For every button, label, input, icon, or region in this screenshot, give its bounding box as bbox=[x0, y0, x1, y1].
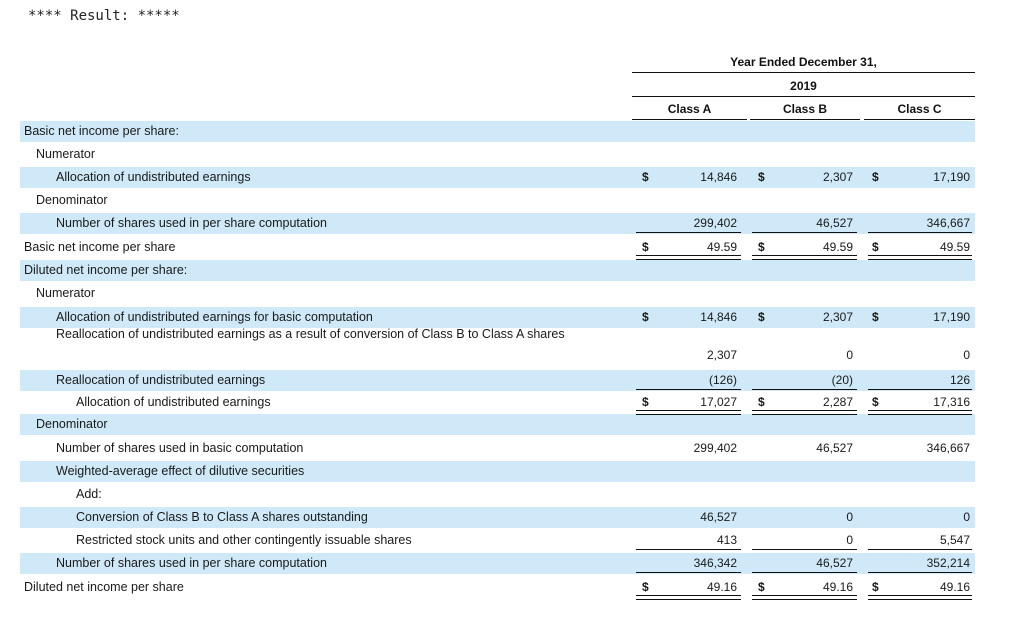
total-double-underline bbox=[636, 410, 741, 415]
table-row bbox=[20, 507, 975, 528]
cell-value-class-a: 2,307 bbox=[706, 348, 737, 362]
row-label: Weighted-average effect of dilutive securities bbox=[56, 464, 305, 478]
row-label: Number of shares used in per share computation bbox=[56, 216, 327, 230]
total-double-underline bbox=[868, 410, 972, 415]
currency-symbol: $ bbox=[872, 170, 879, 184]
row-label: Reallocation of undistributed earnings bbox=[56, 373, 266, 387]
subtotal-underline bbox=[752, 549, 857, 550]
total-double-underline bbox=[752, 255, 857, 260]
cell-value-class-b: 0 bbox=[846, 533, 853, 547]
row-label: Number of shares used in per share computation bbox=[56, 556, 327, 570]
cell-value-class-a: 14,846 bbox=[700, 310, 737, 324]
currency-symbol: $ bbox=[872, 580, 879, 594]
cell-value-class-c: 346,667 bbox=[926, 441, 970, 455]
total-double-underline bbox=[868, 255, 972, 260]
row-label: Allocation of undistributed earnings for basic computation bbox=[56, 310, 373, 324]
column-header-rule-a bbox=[632, 119, 747, 120]
subtotal-underline bbox=[868, 549, 972, 550]
currency-symbol: $ bbox=[758, 170, 765, 184]
cell-value-class-a: 299,402 bbox=[693, 216, 737, 230]
table-row bbox=[20, 307, 975, 328]
subtotal-underline bbox=[868, 572, 972, 573]
row-label: Basic net income per share bbox=[24, 240, 176, 254]
cell-value-class-b: 46,527 bbox=[816, 216, 853, 230]
total-double-underline bbox=[868, 595, 972, 600]
cell-value-class-c: 352,214 bbox=[926, 556, 970, 570]
currency-symbol: $ bbox=[758, 395, 765, 409]
total-double-underline bbox=[636, 595, 741, 600]
result-heading: **** Result: ***** bbox=[28, 8, 180, 24]
row-label: Allocation of undistributed earnings bbox=[76, 395, 271, 409]
cell-value-class-c: 17,316 bbox=[933, 395, 970, 409]
currency-symbol: $ bbox=[872, 240, 879, 254]
total-double-underline bbox=[636, 255, 741, 260]
subtotal-underline bbox=[636, 572, 741, 573]
row-label: Diluted net income per share bbox=[24, 580, 184, 594]
row-label: Conversion of Class B to Class A shares outstanding bbox=[76, 510, 368, 524]
cell-value-class-a: 413 bbox=[716, 533, 737, 547]
subtotal-underline bbox=[752, 389, 857, 390]
currency-symbol: $ bbox=[642, 395, 649, 409]
row-label: Numerator bbox=[36, 147, 96, 161]
table-row bbox=[20, 438, 975, 459]
table-row bbox=[20, 414, 975, 435]
cell-value-class-a: 49.59 bbox=[706, 240, 737, 254]
table-row bbox=[20, 121, 975, 142]
table-row bbox=[20, 144, 975, 165]
table-row bbox=[20, 327, 975, 366]
cell-value-class-b: 2,307 bbox=[822, 170, 853, 184]
row-label: Allocation of undistributed earnings bbox=[56, 170, 251, 184]
cell-value-class-a: (126) bbox=[708, 373, 737, 387]
cell-value-class-b: 46,527 bbox=[816, 556, 853, 570]
table-row bbox=[20, 213, 975, 234]
cell-value-class-b: 0 bbox=[846, 510, 853, 524]
cell-value-class-a: 46,527 bbox=[700, 510, 737, 524]
row-label: Reallocation of undistributed earnings as a result of conversion of Class B to Class A shares bbox=[56, 327, 565, 341]
currency-symbol: $ bbox=[758, 580, 765, 594]
period-header: Year Ended December 31, bbox=[730, 55, 877, 69]
currency-symbol: $ bbox=[872, 395, 879, 409]
subtotal-underline bbox=[636, 549, 741, 550]
cell-value-class-b: 2,307 bbox=[822, 310, 853, 324]
subtotal-underline bbox=[868, 389, 972, 390]
currency-symbol: $ bbox=[642, 580, 649, 594]
column-header-rule-b bbox=[750, 119, 860, 120]
cell-value-class-c: 0 bbox=[963, 510, 970, 524]
currency-symbol: $ bbox=[872, 310, 879, 324]
cell-value-class-a: 17,027 bbox=[700, 395, 737, 409]
cell-value-class-b: 49.16 bbox=[822, 580, 853, 594]
cell-value-class-c: 126 bbox=[949, 373, 970, 387]
cell-value-class-c: 17,190 bbox=[933, 310, 970, 324]
table-row bbox=[20, 190, 975, 211]
row-label: Denominator bbox=[36, 193, 108, 207]
row-label: Denominator bbox=[36, 417, 108, 431]
cell-value-class-b: 0 bbox=[846, 348, 853, 362]
column-header-rule-c bbox=[864, 119, 975, 120]
total-double-underline bbox=[752, 595, 857, 600]
year-header-rule bbox=[632, 96, 975, 97]
subtotal-underline bbox=[636, 232, 741, 233]
currency-symbol: $ bbox=[642, 170, 649, 184]
cell-value-class-c: 49.59 bbox=[939, 240, 970, 254]
table-row bbox=[20, 283, 975, 304]
table-row bbox=[20, 553, 975, 574]
cell-value-class-c: 17,190 bbox=[933, 170, 970, 184]
cell-value-class-b: (20) bbox=[831, 373, 853, 387]
period-header-rule bbox=[632, 72, 975, 73]
row-label: Diluted net income per share: bbox=[24, 263, 188, 277]
total-double-underline bbox=[752, 410, 857, 415]
column-header-class-a: Class A bbox=[667, 102, 712, 116]
table-row bbox=[20, 370, 975, 391]
subtotal-underline bbox=[868, 232, 972, 233]
row-label: Basic net income per share: bbox=[24, 124, 179, 138]
currency-symbol: $ bbox=[642, 240, 649, 254]
row-label: Add: bbox=[76, 487, 102, 501]
subtotal-underline bbox=[636, 389, 741, 390]
cell-value-class-a: 299,402 bbox=[693, 441, 737, 455]
table-row bbox=[20, 167, 975, 188]
row-label: Restricted stock units and other contingently issuable shares bbox=[76, 533, 412, 547]
currency-symbol: $ bbox=[758, 310, 765, 324]
currency-symbol: $ bbox=[642, 310, 649, 324]
column-header-class-c: Class C bbox=[897, 102, 942, 116]
subtotal-underline bbox=[752, 232, 857, 233]
cell-value-class-a: 346,342 bbox=[693, 556, 737, 570]
cell-value-class-c: 0 bbox=[963, 348, 970, 362]
table-row bbox=[20, 461, 975, 482]
cell-value-class-b: 2,287 bbox=[822, 395, 853, 409]
cell-value-class-c: 346,667 bbox=[926, 216, 970, 230]
row-label: Number of shares used in basic computation bbox=[56, 441, 304, 455]
cell-value-class-a: 14,846 bbox=[700, 170, 737, 184]
cell-value-class-c: 49.16 bbox=[939, 580, 970, 594]
table-row bbox=[20, 484, 975, 505]
cell-value-class-c: 5,547 bbox=[939, 533, 970, 547]
cell-value-class-b: 46,527 bbox=[816, 441, 853, 455]
subtotal-underline bbox=[752, 572, 857, 573]
row-label: Numerator bbox=[36, 286, 96, 300]
year-header: 2019 bbox=[790, 79, 817, 93]
column-header-class-b: Class B bbox=[782, 102, 828, 116]
table-row bbox=[20, 260, 975, 281]
cell-value-class-b: 49.59 bbox=[822, 240, 853, 254]
table-row bbox=[20, 530, 975, 551]
cell-value-class-a: 49.16 bbox=[706, 580, 737, 594]
currency-symbol: $ bbox=[758, 240, 765, 254]
